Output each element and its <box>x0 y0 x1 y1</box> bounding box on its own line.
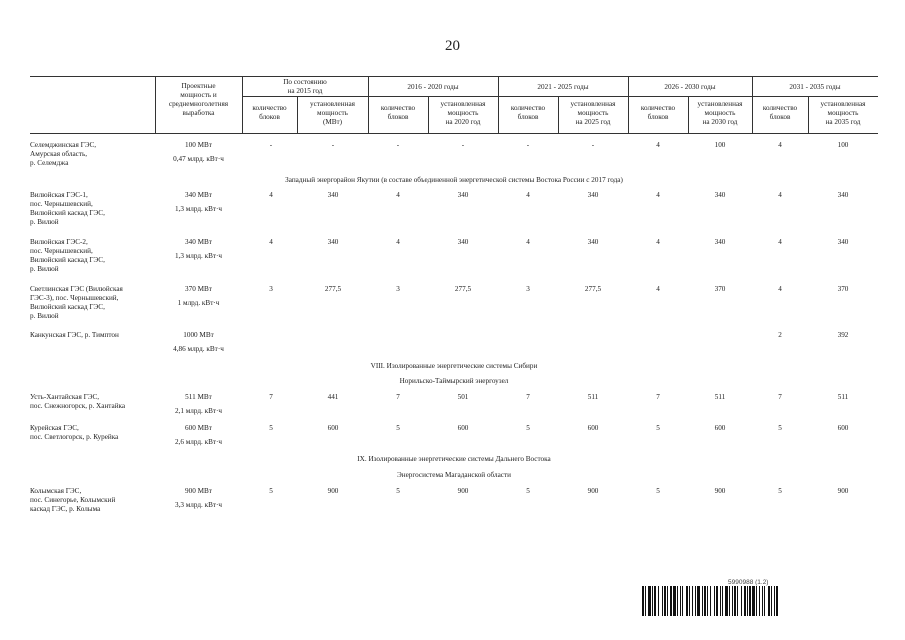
installed-capacity: 340 <box>714 191 726 199</box>
capacity-header: установленная мощность на 2020 год <box>440 100 486 126</box>
plant-name: Селемджинская ГЭС, Амурская область, р. Селемджа <box>30 141 97 167</box>
block-count: 3 <box>526 285 530 293</box>
installed-capacity: 340 <box>457 191 469 199</box>
period-header: 2026 - 2030 годы <box>664 83 716 91</box>
installed-capacity: 511 <box>714 393 726 401</box>
block-count: 4 <box>656 238 660 246</box>
installed-capacity: 511 <box>587 393 599 401</box>
plant-capacity: 900 МВт <box>185 487 212 495</box>
block-count: 7 <box>526 393 530 401</box>
plant-name: Вилюйская ГЭС-2, пос. Чернышевский, Вилюйский каскад ГЭС, р. Вилюй <box>30 238 105 273</box>
installed-capacity: 600 <box>587 424 599 432</box>
installed-capacity: 900 <box>457 487 469 495</box>
plant-capacity: 340 МВт <box>185 191 212 199</box>
project-header: Проектные мощность и среднемноголетняя выработка <box>168 82 229 117</box>
installed-capacity: 511 <box>837 393 849 401</box>
installed-capacity: 441 <box>327 393 339 401</box>
installed-capacity: 900 <box>714 487 726 495</box>
installed-capacity: - <box>331 141 335 149</box>
section-heading: Энергосистема Магаданской области <box>397 471 511 479</box>
block-count: 5 <box>778 424 782 432</box>
installed-capacity: 600 <box>327 424 339 432</box>
plant-capacity: 100 МВт <box>185 141 212 149</box>
plant-output: 1,3 млрд. кВт·ч <box>174 252 223 260</box>
plant-output: 2,6 млрд. кВт·ч <box>174 438 223 446</box>
period-header: По состоянию на 2015 год <box>283 78 327 95</box>
section-heading: Норильско-Таймырский энергоузел <box>399 377 509 385</box>
block-count: 5 <box>396 487 400 495</box>
installed-capacity: 340 <box>327 191 339 199</box>
capacity-header: установленная мощность на 2035 год <box>820 100 866 126</box>
header-sub-rule <box>242 96 878 97</box>
installed-capacity: - <box>591 141 595 149</box>
installed-capacity: 600 <box>714 424 726 432</box>
plant-output: 0,47 млрд. кВт·ч <box>173 155 224 163</box>
installed-capacity: 340 <box>837 191 849 199</box>
block-count: 5 <box>526 487 530 495</box>
installed-capacity: 100 <box>714 141 726 149</box>
block-count: 7 <box>269 393 273 401</box>
count-header: количество блоков <box>252 104 287 121</box>
installed-capacity: 277,5 <box>454 285 472 293</box>
block-count: - <box>526 141 530 149</box>
block-count: 4 <box>269 191 273 199</box>
block-count: - <box>396 141 400 149</box>
plant-capacity: 511 МВт <box>185 393 212 401</box>
section-heading: Западный энергорайон Якутии (в составе объединенной энергетической системы Востока России с 2017 года) <box>285 176 623 184</box>
count-header: количество блоков <box>380 104 416 121</box>
block-count: 5 <box>656 424 660 432</box>
block-count: 5 <box>396 424 400 432</box>
period-header: 2031 - 2035 годы <box>789 83 841 91</box>
plant-output: 2,1 млрд. кВт·ч <box>174 407 223 415</box>
installed-capacity: 370 <box>837 285 849 293</box>
plant-name: Усть-Хантайская ГЭС, пос. Снежногорск, р. Хантайка <box>30 393 126 410</box>
block-count: 4 <box>269 238 273 246</box>
block-count: 7 <box>778 393 782 401</box>
block-count: 5 <box>269 487 273 495</box>
plant-capacity: 600 МВт <box>185 424 212 432</box>
installed-capacity: 600 <box>837 424 849 432</box>
installed-capacity: 370 <box>714 285 726 293</box>
count-header: количество блоков <box>510 104 546 121</box>
block-count: 4 <box>778 141 782 149</box>
installed-capacity: 900 <box>587 487 599 495</box>
block-count: 3 <box>269 285 273 293</box>
plant-output: 1,3 млрд. кВт·ч <box>174 205 223 213</box>
block-count: - <box>269 141 273 149</box>
capacity-header: установленная мощность на 2030 год <box>697 100 743 126</box>
count-header: количество блоков <box>762 104 798 121</box>
block-count: 5 <box>526 424 530 432</box>
block-count: 4 <box>526 191 530 199</box>
capacity-header: установленная мощность (МВт) <box>310 100 355 126</box>
plant-name: Канкунская ГЭС, р. Тимптон <box>30 331 119 339</box>
barcode-bar <box>778 586 780 616</box>
plant-output: 3,3 млрд. кВт·ч <box>174 501 223 509</box>
installed-capacity: 277,5 <box>324 285 342 293</box>
block-count: 4 <box>778 238 782 246</box>
block-count: 4 <box>526 238 530 246</box>
section-heading: VIII. Изолированные энергетические системы Сибири <box>370 362 538 370</box>
installed-capacity: 340 <box>587 238 599 246</box>
installed-capacity: 100 <box>837 141 849 149</box>
section-heading: IX. Изолированные энергетические системы Дальнего Востока <box>357 455 551 463</box>
installed-capacity: 900 <box>837 487 849 495</box>
capacity-header: установленная мощность на 2025 год <box>570 100 616 126</box>
block-count: 5 <box>269 424 273 432</box>
installed-capacity: 340 <box>837 238 849 246</box>
installed-capacity: 340 <box>587 191 599 199</box>
installed-capacity: 392 <box>837 331 849 339</box>
block-count: 4 <box>396 191 400 199</box>
block-count: 4 <box>778 285 782 293</box>
plant-output: 1 млрд. кВт·ч <box>177 299 220 307</box>
plant-capacity: 1000 МВт <box>183 331 214 339</box>
block-count: 4 <box>396 238 400 246</box>
installed-capacity: 340 <box>714 238 726 246</box>
block-count: 7 <box>656 393 660 401</box>
plant-name: Колымская ГЭС, пос. Синегорье, Колымский каскад ГЭС, р. Колыма <box>30 487 116 513</box>
installed-capacity: - <box>461 141 465 149</box>
installed-capacity: 340 <box>327 238 339 246</box>
plant-capacity: 370 МВт <box>185 285 212 293</box>
installed-capacity: 900 <box>327 487 339 495</box>
plant-capacity: 340 МВт <box>185 238 212 246</box>
barcode-label: 5990988 (1.2) <box>728 579 769 586</box>
block-count: 4 <box>778 191 782 199</box>
installed-capacity: 340 <box>457 238 469 246</box>
block-count: 4 <box>656 285 660 293</box>
block-count: 3 <box>396 285 400 293</box>
plant-name: Курейская ГЭС, пос. Светлогорск, р. Курейка <box>30 424 119 441</box>
installed-capacity: 600 <box>457 424 469 432</box>
block-count: 4 <box>656 141 660 149</box>
block-count: 5 <box>778 487 782 495</box>
plant-name: Светлинская ГЭС (Вилюйская ГЭС-3), пос. Чернышевский, Вилюйский каскад ГЭС, р. Вилюй <box>30 285 123 320</box>
table-header-rule <box>30 133 878 134</box>
page-number: 20 <box>445 38 460 54</box>
block-count: 5 <box>656 487 660 495</box>
block-count: 4 <box>656 191 660 199</box>
barcode <box>642 586 878 616</box>
installed-capacity: 277,5 <box>584 285 602 293</box>
period-header: 2016 - 2020 годы <box>407 83 459 91</box>
plant-name: Вилюйская ГЭС-1, пос. Чернышевский, Вилюйский каскад ГЭС, р. Вилюй <box>30 191 105 226</box>
plant-output: 4,86 млрд. кВт·ч <box>173 345 224 353</box>
installed-capacity: 501 <box>457 393 469 401</box>
block-count: 2 <box>778 331 782 339</box>
period-header: 2021 - 2025 годы <box>537 83 589 91</box>
table-top-rule <box>30 76 878 77</box>
count-header: количество блоков <box>640 104 676 121</box>
block-count: 7 <box>396 393 400 401</box>
